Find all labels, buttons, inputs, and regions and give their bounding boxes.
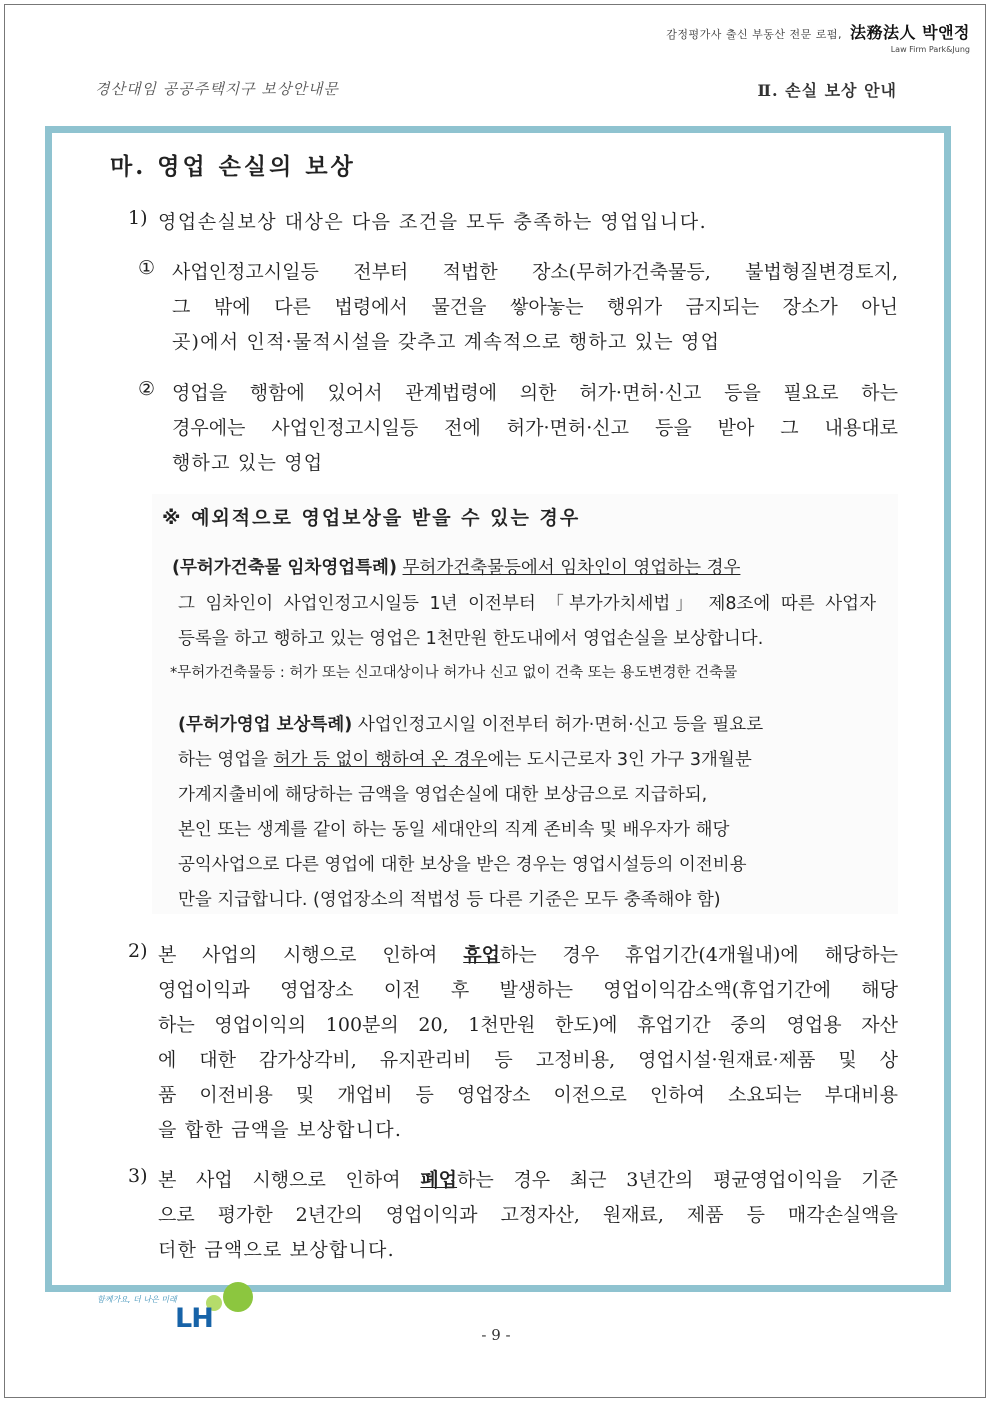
firm-name-en: Law Firm Park&Jung: [890, 45, 970, 54]
cond1-line1: 사업인정고시일등 전부터 적법한 장소(무허가건축물등, 불법형질변경토지,: [172, 261, 898, 283]
footer-slogan: 함께가요, 더 나은 미래: [97, 1295, 177, 1304]
item3-number: 3): [128, 1165, 148, 1187]
special2-line1: [178, 711, 763, 736]
item2-number: 2): [128, 940, 148, 962]
special2-label: (무허가영업 보상특례): [178, 715, 353, 735]
special1-note: *무허가건축물등 : 허가 또는 신고대상이나 허가나 신고 없이 건축 또는 용도변경한 건축물: [170, 665, 738, 681]
cond2-line1: 영업을 행함에 있어서 관계법령에 의한 허가·면허·신고 등을 필요로 하는: [172, 382, 898, 404]
special2-line4: 본인 또는 생계를 같이 하는 동일 세대안의 직계 존비속 및 배우자가 해당: [178, 820, 730, 840]
cond2-line3: 행하고 있는 영업: [172, 452, 324, 474]
special2-line1-rest: 사업인정고시일 이전부터 허가·면허·신고 등을 필요로: [357, 715, 764, 735]
item2-line1: [158, 940, 898, 967]
special2-line2-underlined: 허가 등 없이 행하여 온 경우: [273, 750, 488, 770]
item1-number: 1): [128, 207, 148, 229]
header-project-title: 경산대임 공공주택지구 보상안내문: [95, 80, 339, 98]
item2-line2: 영업이익과 영업장소 이전 후 발생하는 영업이익감소액(휴업기간에 해당: [158, 979, 898, 1001]
item3-line3: 더한 금액으로 보상합니다.: [158, 1239, 395, 1261]
special1-line2: 그 임차인이 사업인정고시일등 1년 이전부터 「부가가치세법」 제8조에 따른 사업자: [178, 594, 876, 614]
special2-line2: [178, 746, 752, 771]
special1-line1: [172, 554, 740, 579]
cond2-line2: 경우에는 사업인정고시일등 전에 허가·면허·신고 등을 받아 그 내용대로: [172, 417, 898, 439]
special2-line2-post: 에는 도시근로자 3인 가구 3개월분: [487, 750, 752, 770]
item2-line6: 을 합한 금액을 보상합니다.: [158, 1119, 403, 1141]
firm-name: 法務法人 박앤정: [850, 23, 970, 42]
special1-label: (무허가건축물 임차영업특례): [172, 558, 397, 578]
special1-underlined: 무허가건축물등에서 임차인이 영업하는 경우: [402, 558, 741, 578]
item2-line5: 품 이전비용 및 개업비 등 영업장소 이전으로 인하여 소요되는 부대비용: [158, 1084, 898, 1106]
item3-line2: 으로 평가한 2년간의 영업이익과 고정자산, 원재료, 제품 등 매각손실액을: [158, 1204, 898, 1226]
item1-text: 영업손실보상 대상은 다음 조건을 모두 충족하는 영업입니다.: [158, 211, 708, 233]
section-title: 마. 영업 손실의 보상: [110, 153, 356, 180]
cond2-number: ②: [138, 378, 156, 400]
special2-line5: 공익사업으로 다른 영업에 대한 보상을 받은 경우는 영업시설등의 이전비용: [178, 855, 747, 875]
cond1-number: ①: [138, 257, 156, 279]
page-number: - 9 -: [481, 1326, 511, 1344]
item3-line1: [158, 1165, 898, 1192]
special2-line3: 가계지출비에 해당하는 금액을 영업손실에 대한 보상금으로 지급하되,: [178, 785, 708, 805]
cond1-line3: 곳)에서 인적·물적시설을 갖추고 계속적으로 행하고 있는 영업: [172, 331, 721, 353]
item2-line4: 에 대한 감가상각비, 유지관리비 등 고정비용, 영업시설·원재료·제품 및 상: [158, 1049, 898, 1071]
item3-keyword-shutdown: 폐업: [420, 1169, 458, 1191]
cond1-line2: 그 밖에 다른 법령에서 물건을 쌓아놓는 행위가 금지되는 장소가 아닌: [172, 296, 898, 318]
item2-line1-post: 하는 경우 휴업기간(4개월내)에 해당하는: [499, 944, 898, 966]
special2-line2-pre: 하는 영업을: [178, 750, 269, 770]
item2-line1-pre: 본 사업의 시행으로 인하여: [158, 944, 438, 966]
special1-line3: 등록을 하고 행하고 있는 영업은 1천만원 한도내에서 영업손실을 보상합니다.: [178, 629, 764, 649]
item3-line1-pre: 본 사업 시행으로 인하여: [158, 1169, 401, 1191]
item2-keyword-closure: 휴업: [463, 944, 500, 966]
exception-title: ※ 예외적으로 영업보상을 받을 수 있는 경우: [162, 507, 581, 529]
lh-logo: LH: [175, 1303, 213, 1334]
header-chapter-title: Ⅱ. 손실 보상 안내: [757, 81, 897, 100]
firm-header: [666, 20, 970, 54]
special2-line6: 만을 지급합니다. (영업장소의 적법성 등 다른 기준은 모두 충족해야 함): [178, 890, 721, 910]
firm-tagline: 감정평가사 출신 부동산 전문 로펌,: [666, 28, 843, 41]
item3-line1-post: 하는 경우 최근 3년간의 평균영업이익을 기준: [457, 1169, 898, 1191]
item2-line3: 하는 영업이익의 100분의 20, 1천만원 한도)에 휴업기간 중의 영업용 자산: [158, 1014, 898, 1036]
